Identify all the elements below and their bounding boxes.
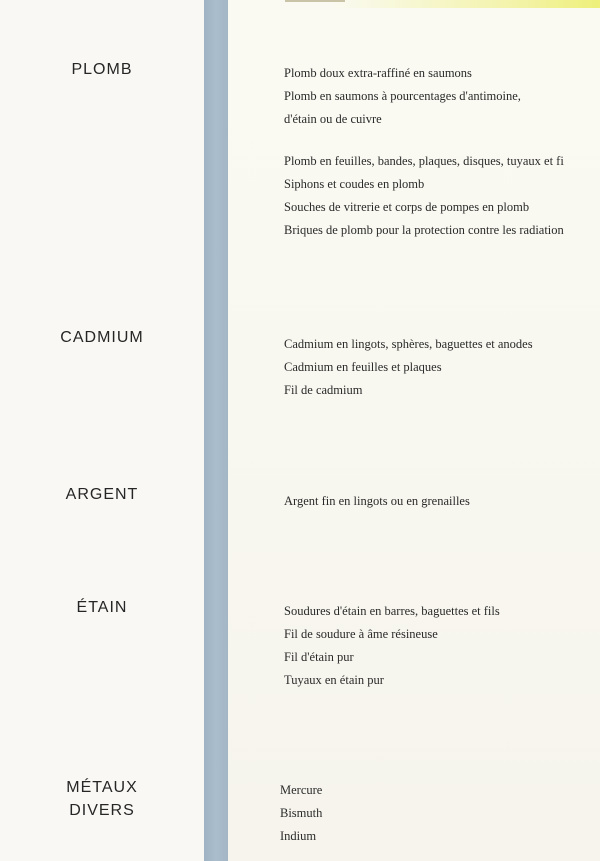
list-item: Fil d'étain pur: [284, 650, 354, 664]
item-list-cadmium: [284, 333, 533, 402]
section-heading-metaux-divers: [12, 776, 192, 822]
list-item: Fil de soudure à âme résineuse: [284, 627, 438, 641]
list-item: Argent fin en lingots ou en grenailles: [284, 494, 470, 508]
list-item: d'étain ou de cuivre: [284, 112, 382, 126]
list-item: Siphons et coudes en plomb: [284, 177, 425, 191]
vertical-divider-bar: [204, 0, 228, 861]
section-heading-etain: ÉTAIN: [76, 599, 128, 616]
list-item: Cadmium en feuilles et plaques: [284, 360, 442, 374]
item-list-plomb-products: [284, 150, 564, 242]
section-heading-plomb: PLOMB: [71, 61, 133, 78]
heading-line: DIVERS: [69, 802, 135, 819]
top-edge-tint: [330, 0, 600, 8]
list-item: Briques de plomb pour la protection contre les radiation: [284, 223, 564, 237]
list-item: Bismuth: [280, 806, 323, 820]
list-item: Mercure: [280, 783, 323, 797]
list-item: Fil de cadmium: [284, 383, 363, 397]
list-item: Plomb doux extra-raffiné en saumons: [284, 66, 472, 80]
list-item: Tuyaux en étain pur: [284, 673, 384, 687]
list-item: Soudures d'étain en barres, baguettes et fils: [284, 604, 500, 618]
list-item: Cadmium en lingots, sphères, baguettes et anodes: [284, 337, 533, 351]
item-list-metaux-divers: [280, 779, 322, 848]
left-margin-panel: [0, 0, 204, 861]
item-list-argent: [284, 490, 470, 513]
list-item: Plomb en feuilles, bandes, plaques, disques, tuyaux et fi: [284, 154, 564, 168]
list-item: Souches de vitrerie et corps de pompes en plomb: [284, 200, 530, 214]
top-edge-rule: [285, 0, 345, 2]
item-list-etain: [284, 600, 500, 692]
list-item: Indium: [280, 829, 317, 843]
list-item: Plomb en saumons à pourcentages d'antimoine,: [284, 89, 521, 103]
item-list-plomb: [284, 62, 521, 131]
section-heading-cadmium: CADMIUM: [60, 329, 144, 346]
section-heading-argent: ARGENT: [65, 486, 139, 503]
heading-line: MÉTAUX: [66, 779, 138, 796]
